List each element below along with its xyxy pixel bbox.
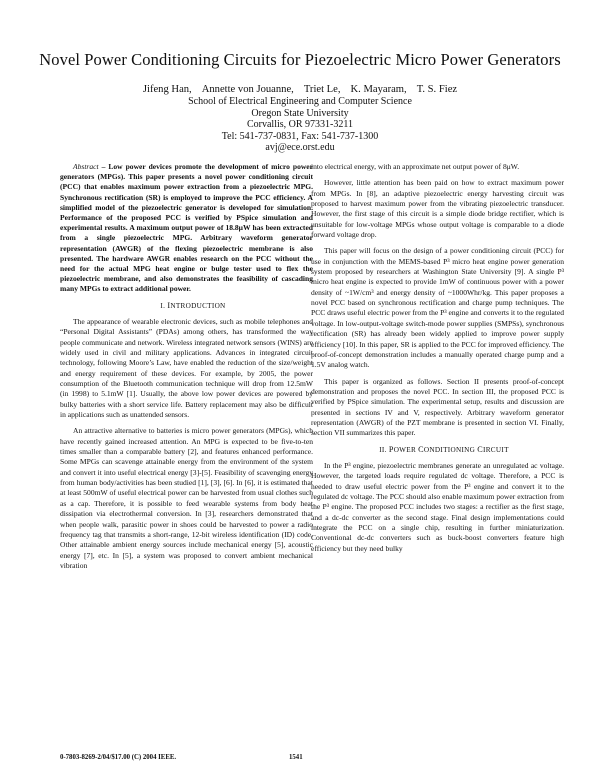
phone-fax: Tel: 541-737-0831, Fax: 541-737-1300 — [221, 130, 379, 142]
section-rest: OWER — [393, 445, 419, 454]
section-rest: NTRODUCTION — [170, 301, 226, 310]
author-name: Triet Le, — [303, 84, 341, 95]
paragraph: In the P³ engine, piezoelectric membranes generate an unregulated ac voltage. However, the targeted loads require regulated dc voltage. Therefore, a PCC is needed to draw useful electric power from the P³ engine and convert it to the regulated dc voltage. The PCC should also enable maximum power extraction from the P³ engine. The proposed PCC includes two stages: a rectifier as the first stage, and a dc-dc converter as the second stage. Final design implementations could integrate the PCC on a single chip, resulting in further miniaturization. Conventional dc-dc converters such as buck-boost converters feature high efficiency but they need bulky — [311, 460, 564, 553]
address: Corvallis, OR 97331-3211 — [246, 119, 353, 131]
left-column — [60, 162, 313, 577]
section-heading-power-conditioning-circuit — [311, 445, 564, 455]
paper-title: Novel Power Conditioning Circuits for Piezoelectric Micro Power Generators — [39, 50, 561, 69]
author-name: Annette von Jouanne, — [201, 84, 294, 95]
section-number: II. — [379, 445, 389, 454]
email: avj@ece.orst.edu — [265, 142, 335, 154]
abstract-text: – Low power devices promote the development of micro power generators (MPGs). This paper presents a novel power conditioning circuit (PCC) that enables maximum power extraction from a piezoelectric MPG. Synchronous rectification (SR) is employed to improve the PCC efficiency. A simplified model of the piezoelectric generator is developed for simulation. Performance of the proposed PCC is verified by PSpice simulation and experimental results. A maximum output power of 18.8μW has been extracted from a single piezoelectric MPG. Arbitrary waveform generator representation (AWGR) of the flexing piezoelectric membrane is also presented. The hardware AWGR enables research on the PCC without the need for the actual MPG heat engine or bulge tester used to flex the piezoelectric membrane, and also demonstrates the feasibility of cascading many MPGs to extract additional power. — [60, 162, 313, 294]
paragraph: This paper will focus on the design of a power conditioning circuit (PCC) for use in conjunction with the MEMS-based P³ micro heat engine power generation system proposed by researchers at Washington State University [9]. A single P³ micro heat engine is expected to provide 1mW of continuous power with a power density of ~1W/cm³ and energy density of ~1000Whr/kg. This paper proposes a novel PCC based on synchronous rectification and charge pump techniques. The PCC draws useful electric power from the P³ engine and converts it to the regulated voltage. In low-output-voltage switch-mode power supplies (SMPSs), synchronous rectification (SR) has already been widely applied to improve power supply efficiency [10]. In this paper, SR is applied to the PCC for improved efficiency. The proof-of-concept demonstration includes a manually operated charge pump and a 1.5V analog watch. — [311, 246, 565, 370]
section-initial: I — [167, 300, 171, 310]
author-name: Jifeng Han, — [142, 84, 192, 95]
author-name: T. S. Fiez — [416, 84, 458, 95]
author-block — [0, 84, 600, 153]
university: Oregon State University — [251, 107, 349, 119]
paragraph: The appearance of wearable electronic devices, such as mobile telephones and “Personal Digital Assistants” (PDAs) among others, has transformed the way people communicate and network. Wireless integrated network sensors (WINS) are widely used in civil and military applications. Advances in integrated circuit technology, following Moore’s Law, have enabled the reduction of the size/weight and energy requirement of these devices. For example, by 2005, the power consumption of the Bluetooth communication technique will drop from 12.5mW (in 1998) to 5.1mW [1]. Usually, the above low power devices are powered by bulky batteries with a short service life. Battery replacement may also be difficult in applications such as unattended sensors. — [60, 316, 313, 420]
section-heading-introduction — [60, 301, 313, 311]
section-initial: P — [388, 444, 394, 454]
paragraph: into electrical energy, with an approximate net output power of 8μW. — [311, 162, 520, 171]
copyright-notice: 0-7803-8269-2/04/$17.00 (C) 2004 IEEE. — [60, 754, 177, 761]
section-initial: C — [477, 444, 483, 454]
abstract-lead: Abstract — [73, 162, 99, 171]
section-rest: ONDITIONING — [423, 445, 478, 454]
page-number: 1541 — [289, 754, 303, 761]
right-column — [311, 162, 564, 560]
affiliation: School of Electrical Engineering and Computer Science — [188, 96, 412, 108]
section-rest: IRCUIT — [483, 445, 509, 454]
abstract — [60, 162, 313, 295]
author-name: K. Mayaram, — [350, 84, 407, 95]
author-names — [0, 84, 600, 95]
section-initial: C — [418, 444, 424, 454]
paragraph: This paper is organized as follows. Section II presents proof-of-concept demonstration and proposes the novel PCC. In section III, the proposed PCC is verified by PSpice simulation. The experimental setup, results and discussion are presented in sections IV and V, respectively. Arbitrary waveform generator representation (AWGR) of the PZT membrane is presented in section VI. Finally, section VII summarizes this paper. — [311, 376, 564, 438]
paragraph: An attractive alternative to batteries is micro power generators (MPGs), which have recently gained increased attention. An MPG is expected to be five-to-ten times smaller than a comparable battery [2], and features enhanced performance. Some MPGs can scavenge attainable energy from the environment of the system and convert it into useful electrical energy [3]-[5]. Feasibility of scavenging energy from human body/activities has been studied [1], [3], [6]. In [6], it is estimated that at least 500mW of useful electrical power can be harvested from usual clothes such as a cap. Therefore, it is possible to feed wearable systems from body heat dissipation via electrothermal conversion. In [3], researchers demonstrated that when people walk, parasitic power in shoes could be harvested to power a radio frequency tag that transmits a short-range, 12-bit wireless identification (ID) code. Other attainable ambient energy sources include mechanical energy [5], acoustic energy [7], etc. In [5], a system was proposed to convert ambient mechanical vibration — [60, 426, 313, 570]
section-number: I. — [160, 301, 168, 310]
paragraph: However, little attention has been paid on how to extract maximum power from MPGs. In [8], an adaptive piezoelectric energy harvesting circuit was proposed to harvest maximum power from the vibrating piezoelectric transducer. However, the first stage of this circuit is a simple diode bridge rectifier, which is unsuitable for low-voltage MPGs whose output voltage is comparable to a diode forward voltage drop. — [311, 178, 564, 240]
